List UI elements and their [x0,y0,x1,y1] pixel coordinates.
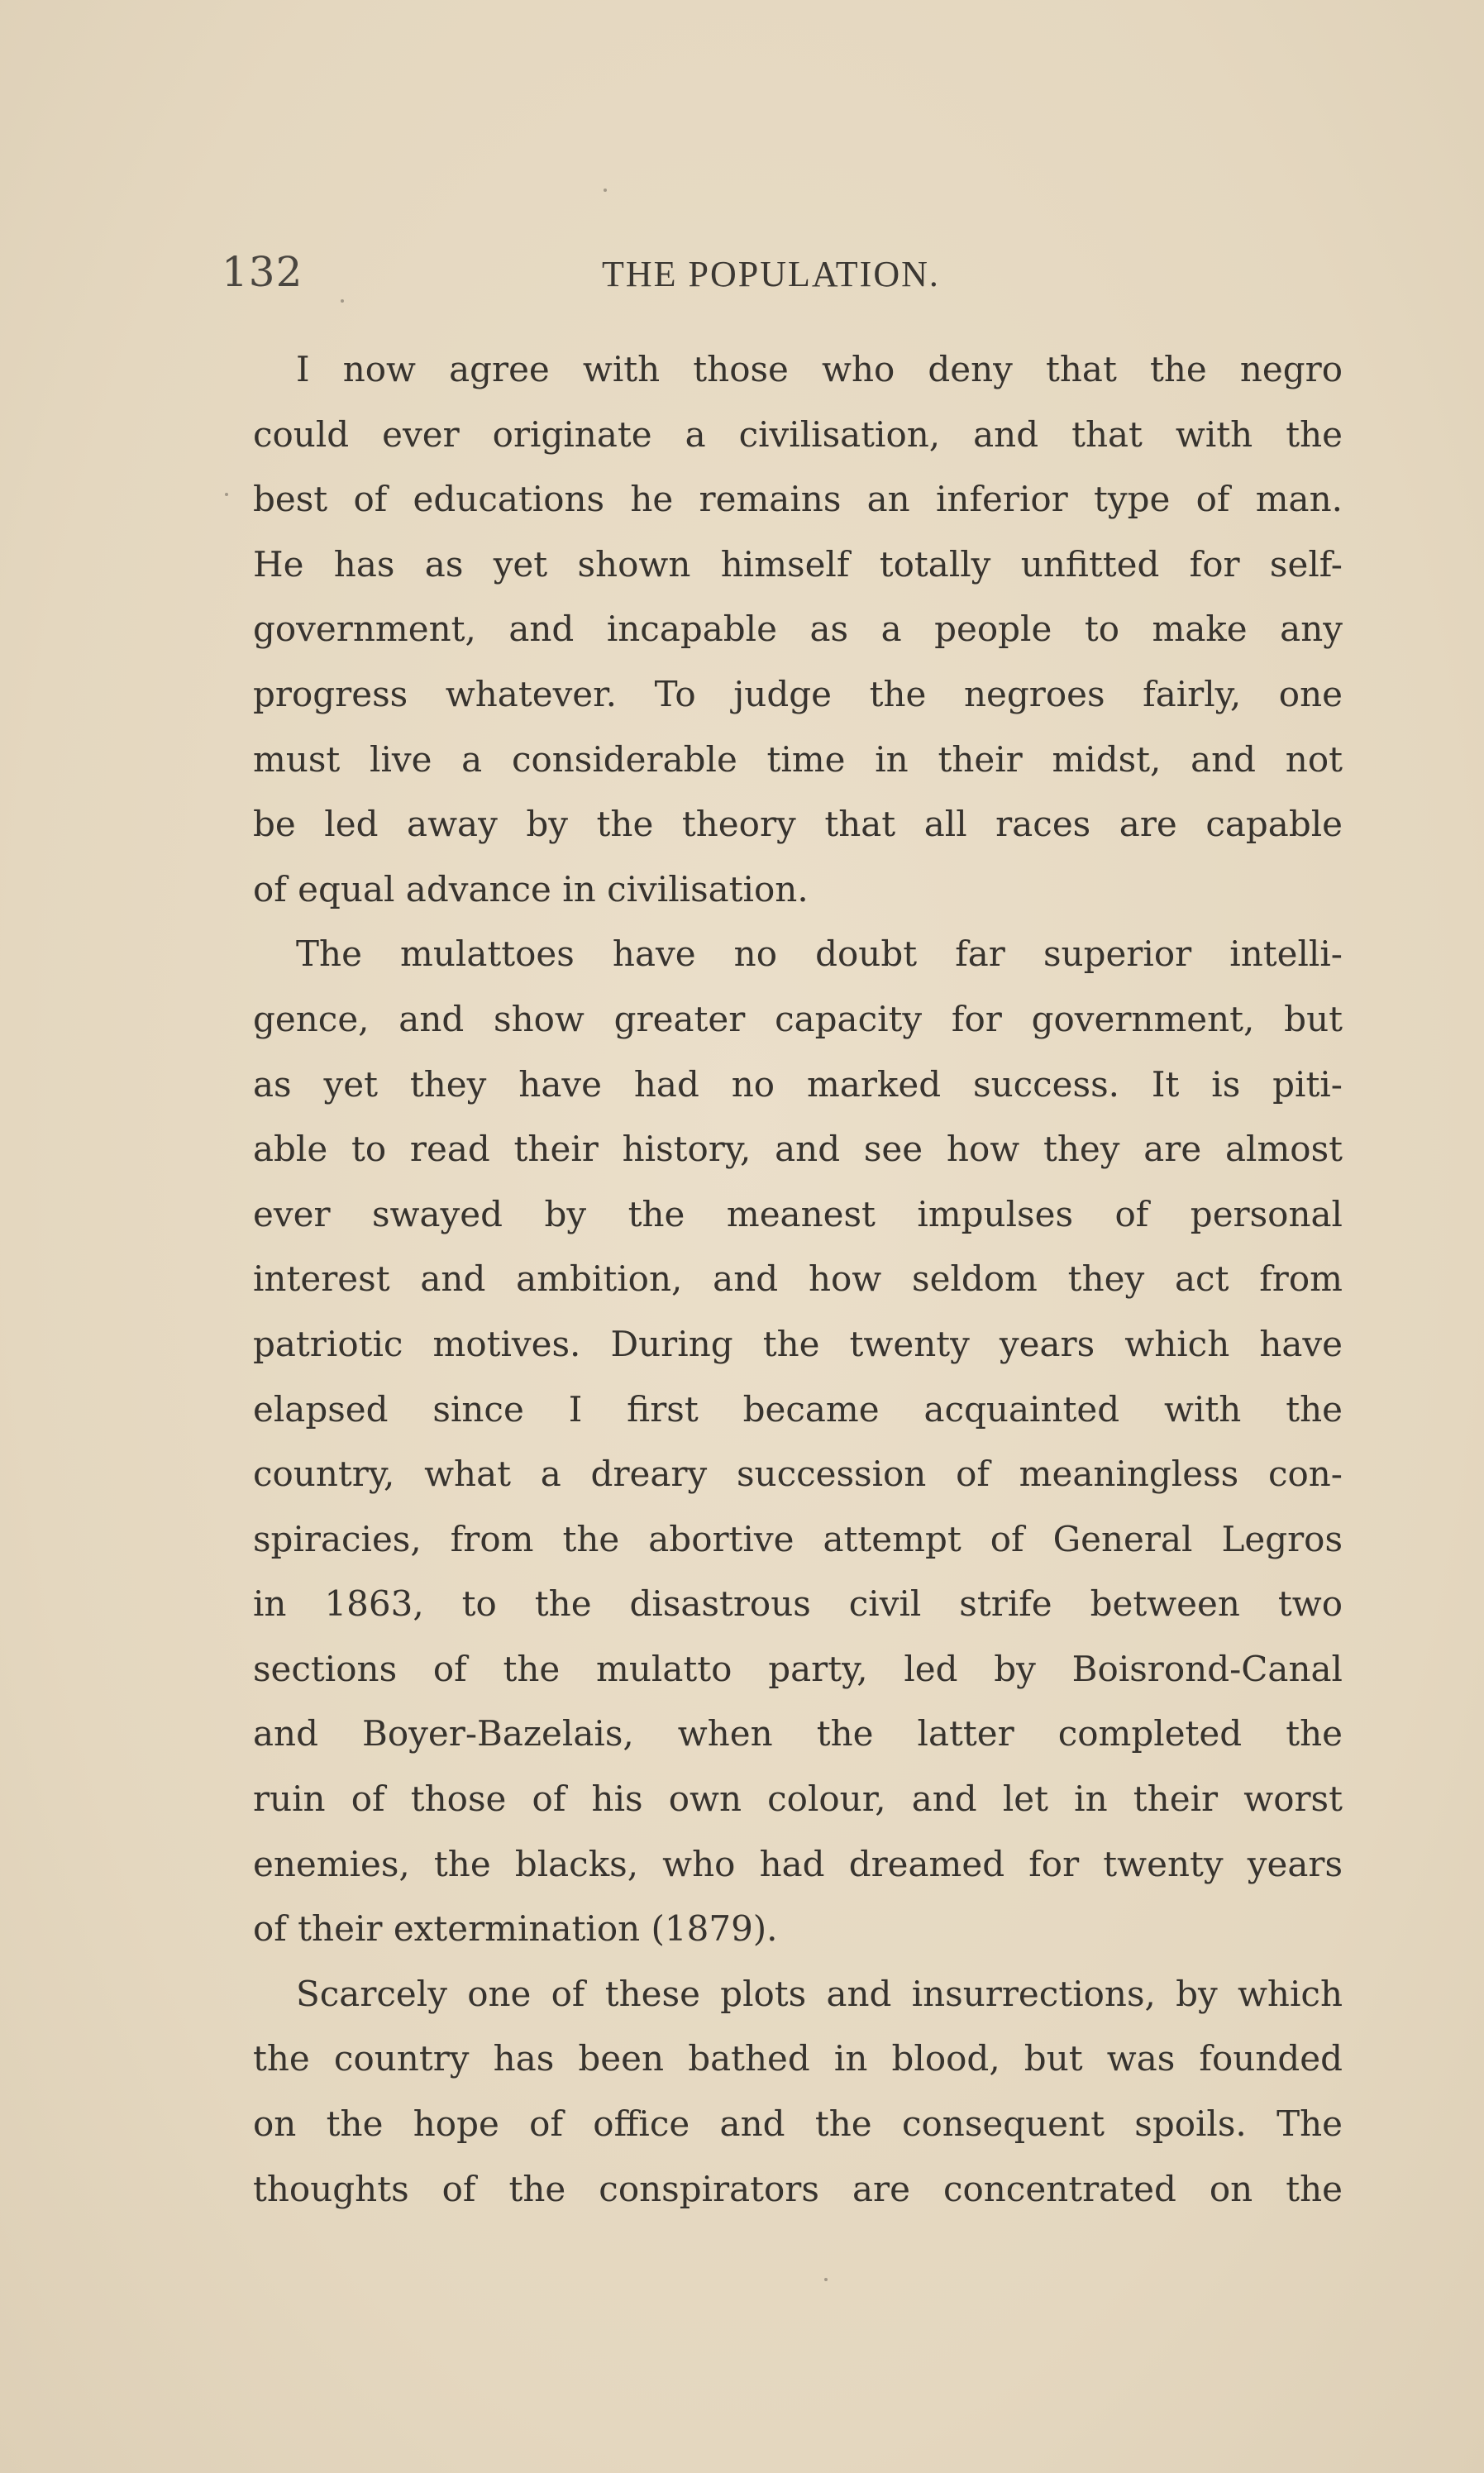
text-line: government, and incapable as a people to make any [253,609,1343,650]
text-line: He has as yet shown himself totally unfitted for self- [253,543,1343,585]
text-line: must live a considerable time in their midst, and not [253,738,1343,780]
text-line: of equal advance in civilisation. [253,868,809,909]
text-line: could ever originate a civilisation, and that with the [253,413,1343,455]
text-line: best of educations he remains an inferior type of man. [253,479,1343,520]
text-line: interest and ambition, and how seldom they act from [253,1258,1343,1300]
paper-speck [225,493,228,496]
running-head [0,248,1484,314]
text-line: spiracies, from the abortive attempt of General Legros [253,1518,1343,1559]
text-line: Scarcely one of these plots and insurrections, by which [296,1973,1343,2014]
text-line: elapsed since I first became acquainted with the [253,1388,1343,1430]
paper-speck [604,189,607,192]
text-line: country, what a dreary succession of meaningless con- [253,1454,1343,1495]
text-line: the country has been bathed in blood, but was founded [253,2038,1343,2079]
paragraph-3 [253,1962,1343,2222]
text-line: ruin of those of his own colour, and let in their worst [253,1778,1343,1820]
text-line: on the hope of office and the consequent spoils. The [253,2103,1343,2145]
text-line: progress whatever. To judge the negroes fairly, one [253,673,1343,714]
text-line: in 1863, to the disastrous civil strife between two [253,1583,1343,1625]
text-line: thoughts of the conspirators are concentrated on the [253,2168,1343,2209]
text-line: patriotic motives. During the twenty years which have [253,1323,1343,1364]
text-line: able to read their history, and see how they are almost [253,1129,1343,1170]
text-line: enemies, the blacks, who had dreamed for twenty years [253,1843,1343,1884]
text-line: The mulattoes have no doubt far superior intelli- [296,933,1343,975]
text-line: be led away by the theory that all races are capable [253,804,1343,845]
text-line: gence, and show greater capacity for government, but [253,998,1343,1039]
text-line: of their extermination (1879). [253,1908,778,1950]
page-number: 132 [222,248,303,296]
text-line: as yet they have had no marked success. It is piti- [253,1063,1343,1105]
text-line: I now agree with those who deny that the negro [296,349,1343,389]
text-line: sections of the mulatto party, led by Boisrond-Canal [253,1648,1343,1689]
body-text [253,337,1343,2222]
paragraph-1 [253,337,1343,922]
text-line: ever swayed by the meanest impulses of personal [253,1193,1343,1234]
running-title: THE POPULATION. [602,254,940,294]
text-line: and Boyer-Bazelais, when the latter completed the [253,1713,1343,1754]
paper-speck [824,2278,828,2281]
paragraph-2 [253,922,1343,1962]
